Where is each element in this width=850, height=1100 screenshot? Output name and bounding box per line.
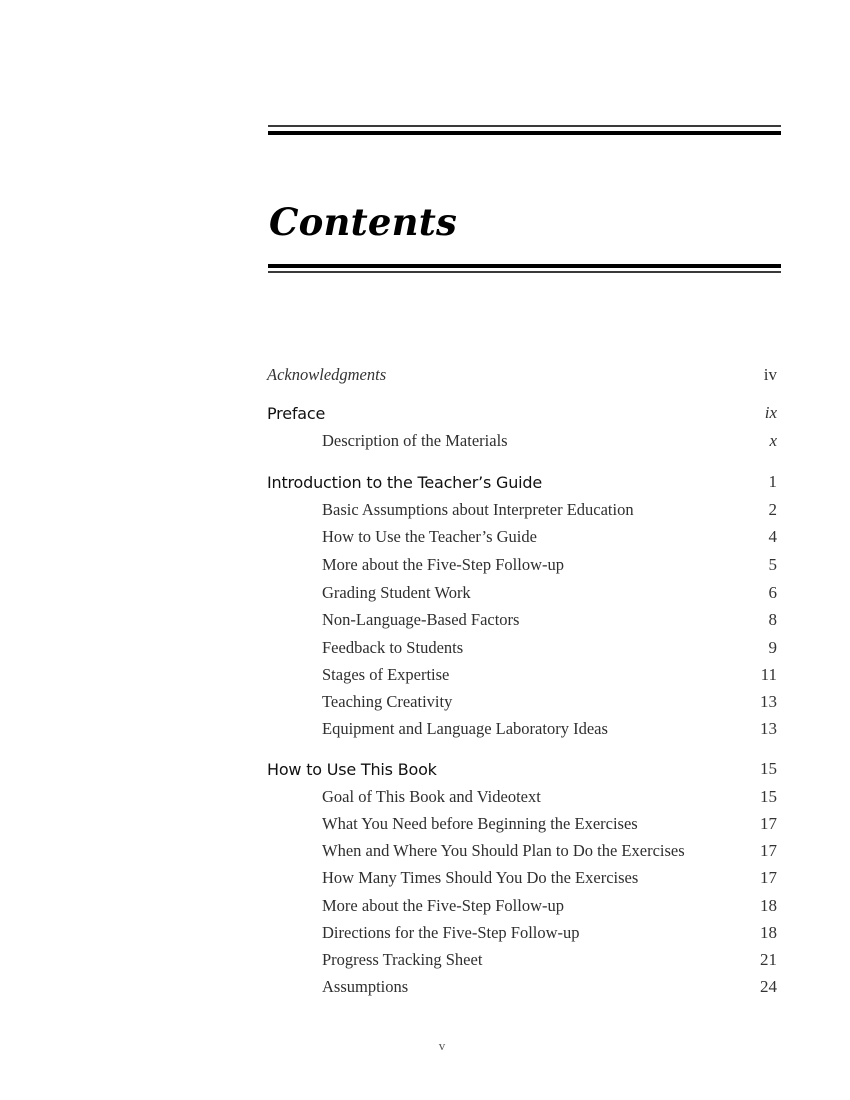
toc-entry-label: More about the Five-Step Follow-up [322, 555, 564, 574]
toc-entry[interactable] [322, 921, 777, 945]
toc-page-number: 9 [768, 638, 777, 657]
toc-section-label: Introduction to the Teacher’s Guide [267, 472, 543, 492]
toc-page-number: 18 [760, 896, 777, 915]
toc-page-number: 1 [768, 472, 777, 491]
toc-page-number: 6 [768, 583, 777, 602]
top-rule-thin [268, 125, 781, 127]
toc-entry[interactable] [322, 785, 777, 809]
toc-entry-label: Teaching Creativity [322, 692, 453, 711]
toc-entry[interactable] [322, 812, 777, 836]
toc-page-number: 13 [760, 692, 777, 711]
toc-page-number: iv [763, 365, 777, 384]
toc-entry-acknowledgments[interactable] [267, 363, 777, 387]
toc-entry[interactable] [322, 839, 777, 863]
toc-entry-label: Feedback to Students [322, 638, 464, 657]
toc-page-number: 15 [760, 787, 777, 806]
toc-entry[interactable] [322, 608, 777, 632]
toc-entry[interactable] [322, 663, 777, 687]
toc-section-introduction[interactable] [267, 470, 777, 494]
toc-entry[interactable] [322, 866, 777, 890]
toc-page-number: 5 [768, 555, 777, 574]
toc-entry-label: Equipment and Language Laboratory Ideas [322, 719, 608, 738]
toc-entry-label: Progress Tracking Sheet [322, 950, 483, 969]
toc-section-how-to-use[interactable] [267, 757, 777, 781]
toc-page-number: 4 [768, 527, 777, 546]
toc-entry-label: How to Use the Teacher’s Guide [322, 527, 537, 546]
toc-entry-label: Goal of This Book and Videotext [322, 787, 541, 806]
toc-page-number: 18 [760, 923, 777, 942]
toc-page-number: 13 [760, 719, 777, 738]
toc-entry-label: More about the Five-Step Follow-up [322, 896, 564, 915]
toc-page-number: 2 [768, 500, 777, 519]
toc-entry-label: When and Where You Should Plan to Do the Exercises [322, 841, 685, 860]
toc-entry-label: Assumptions [322, 977, 409, 996]
toc-section-label: How to Use This Book [267, 759, 437, 779]
toc-page-number: 17 [760, 868, 777, 887]
toc-entry[interactable] [322, 525, 777, 549]
toc-entry-label: Basic Assumptions about Interpreter Education [322, 500, 634, 519]
toc-page-number: ix [764, 403, 777, 422]
toc-entry[interactable] [322, 948, 777, 972]
toc-page-number: 24 [760, 977, 777, 996]
toc-entry[interactable] [322, 690, 777, 714]
toc-entry-label: Non-Language-Based Factors [322, 610, 520, 629]
toc-entry[interactable] [322, 553, 777, 577]
toc-entry[interactable] [322, 636, 777, 660]
toc-entry-label: What You Need before Beginning the Exercises [322, 814, 638, 833]
toc-entry-label: Grading Student Work [322, 583, 471, 602]
toc-entry[interactable] [322, 717, 777, 741]
toc-entry[interactable] [322, 429, 777, 453]
page-number-footer: v [438, 1038, 446, 1053]
toc-section-label: Preface [267, 403, 326, 423]
toc-page-number: x [769, 431, 777, 450]
toc-entry[interactable] [322, 498, 777, 522]
toc-entry-label: Description of the Materials [322, 431, 508, 450]
toc-entry[interactable] [322, 894, 777, 918]
toc-entry-label: How Many Times Should You Do the Exercises [322, 868, 639, 887]
toc-page-number: 17 [760, 841, 777, 860]
page-title: Contents [269, 200, 458, 244]
toc-entry-label: Acknowledgments [267, 365, 387, 384]
toc-page-number: 8 [768, 610, 777, 629]
toc-section-preface[interactable] [267, 401, 777, 425]
toc-entry[interactable] [322, 581, 777, 605]
toc-entry-label: Directions for the Five-Step Follow-up [322, 923, 580, 942]
toc-page-number: 21 [760, 950, 777, 969]
bottom-rule-thick [268, 264, 781, 268]
toc-entry-label: Stages of Expertise [322, 665, 450, 684]
toc-page-number: 15 [760, 759, 777, 778]
bottom-rule-thin [268, 271, 781, 273]
top-rule-thick [268, 131, 781, 135]
toc-entry[interactable] [322, 975, 777, 999]
toc-page-number: 11 [760, 665, 777, 684]
toc-page-number: 17 [760, 814, 777, 833]
